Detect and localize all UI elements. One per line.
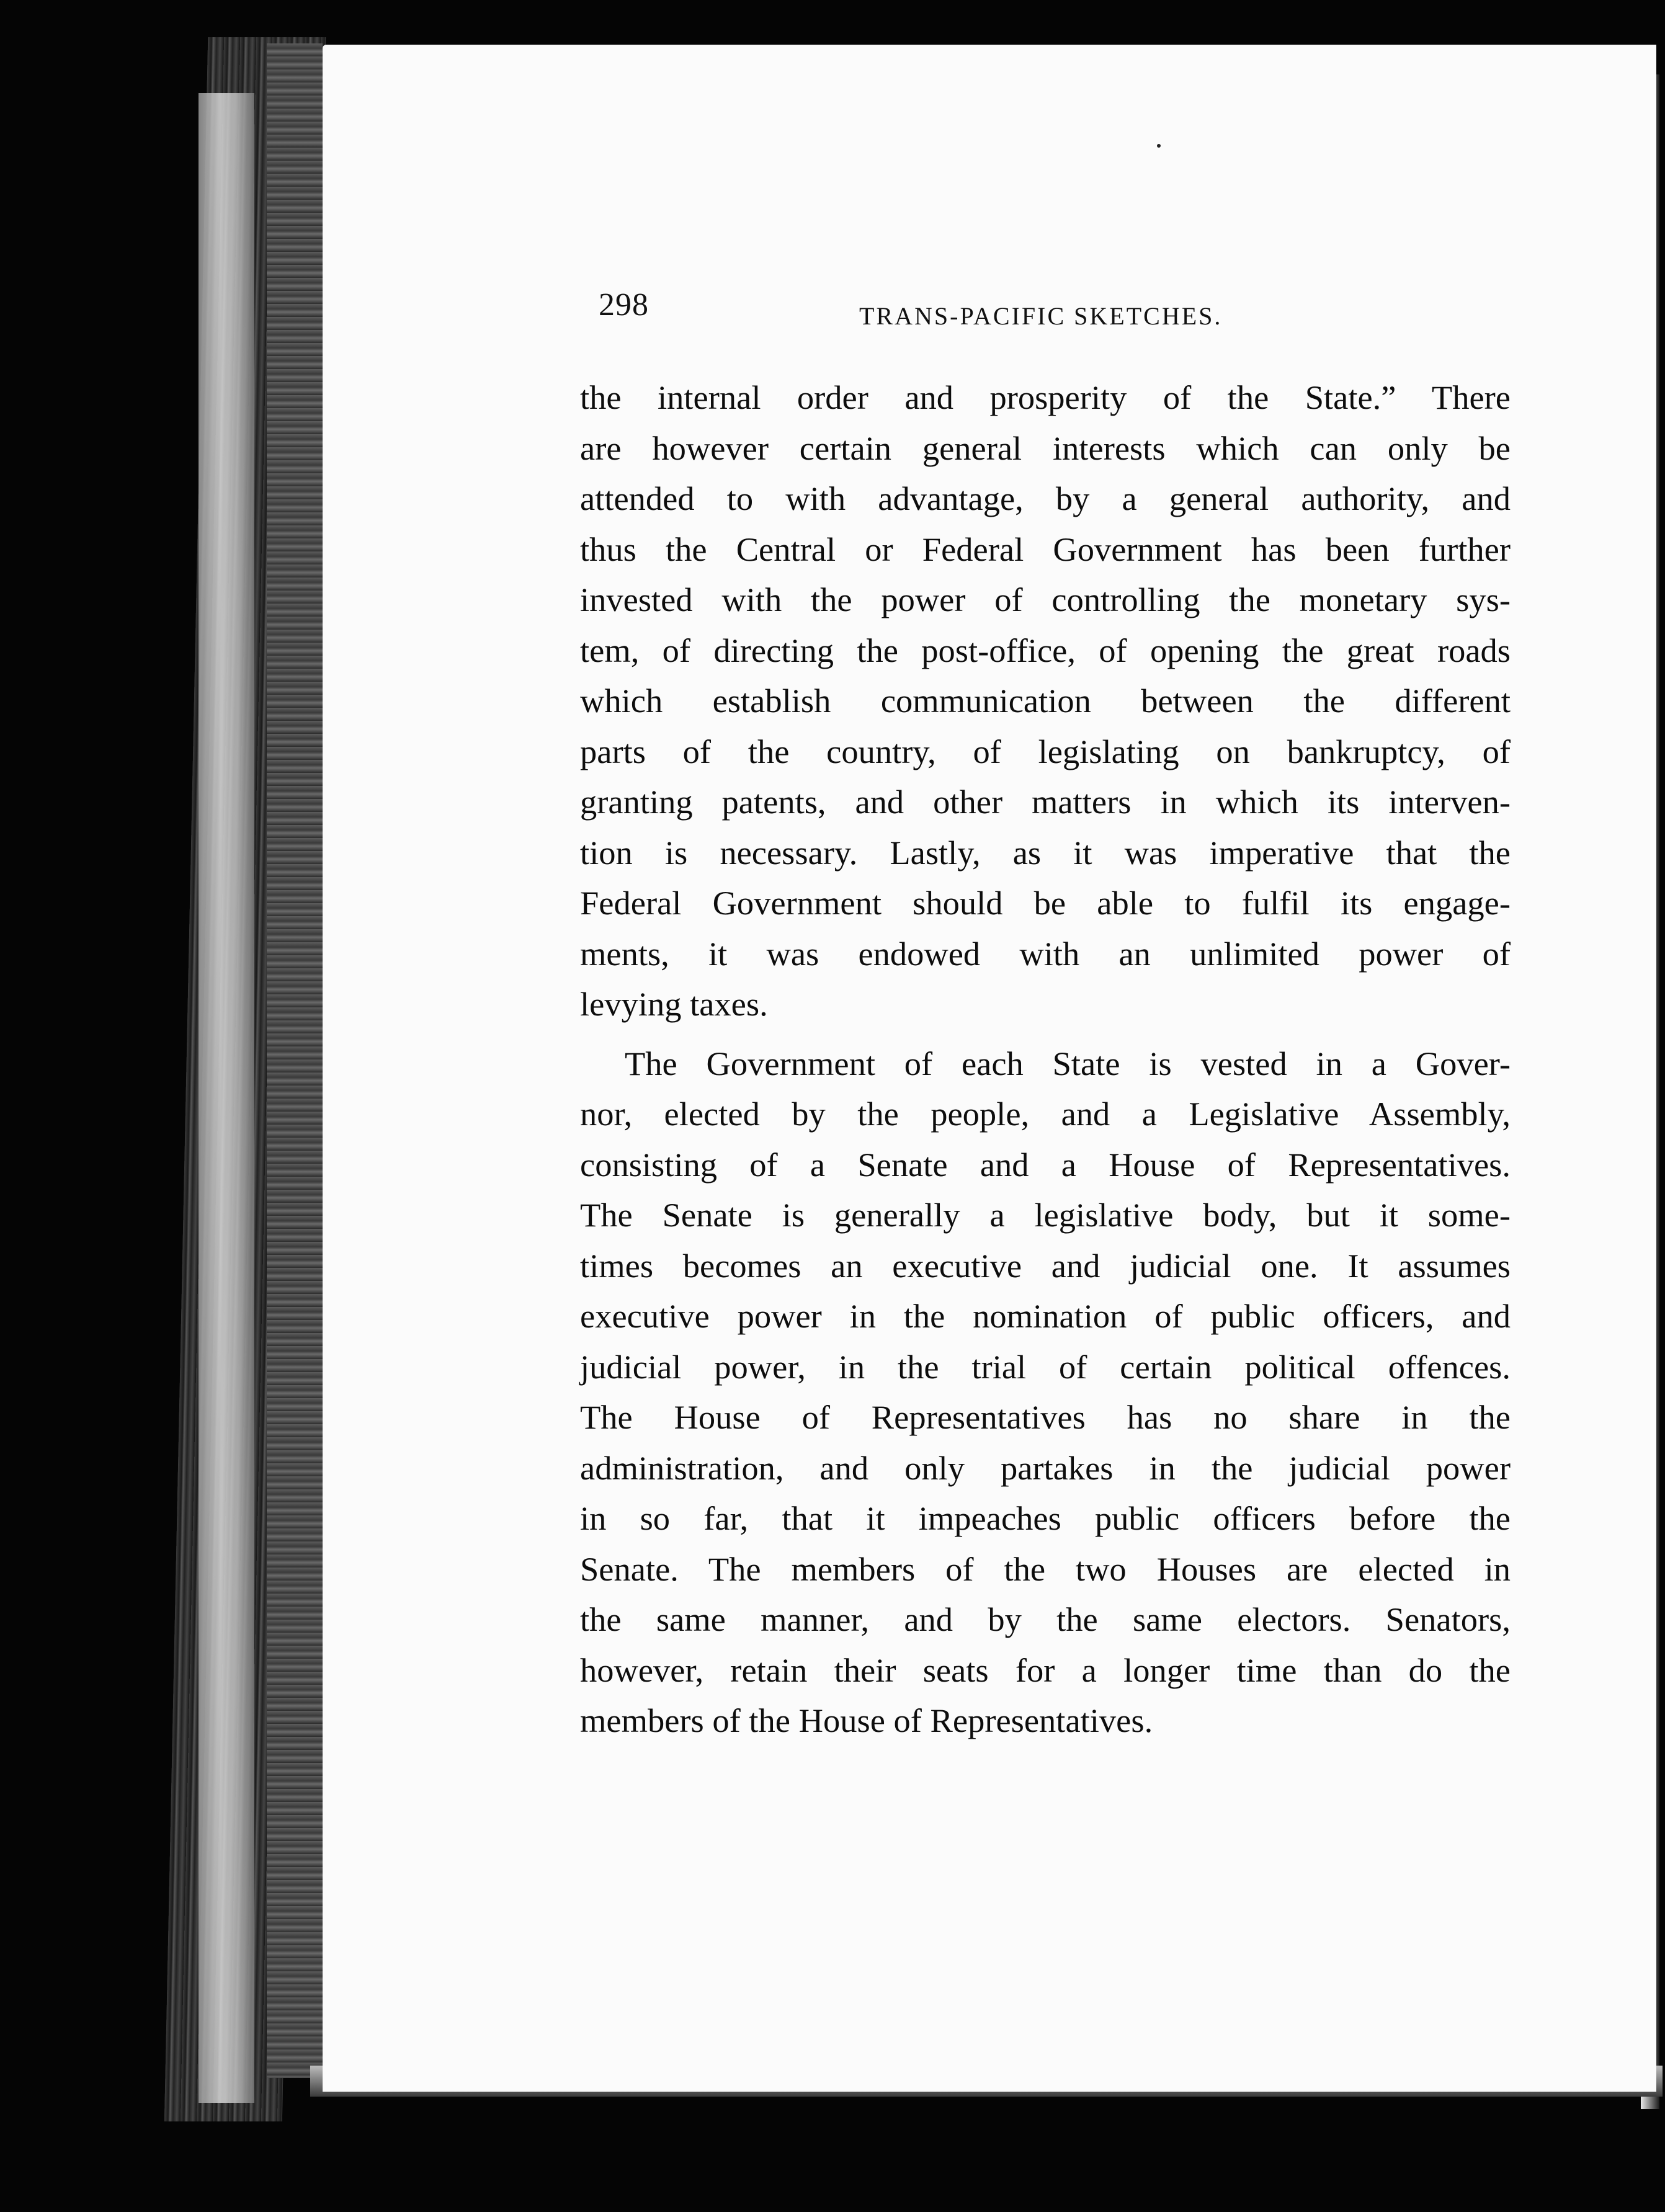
text-line: levying taxes. (580, 985, 768, 1023)
text-line: ments, it was endowed with an unlimited power of (580, 934, 1511, 973)
text-line: tem, of directing the post-office, of opening the great roads (580, 631, 1511, 669)
text-line: are however certain general interests which can only be (580, 429, 1511, 467)
text-line: attended to with advantage, by a general authority, and (580, 479, 1511, 517)
text-line: times becomes an executive and judicial one. It assumes (580, 1246, 1511, 1285)
page-header (599, 287, 1275, 336)
text-line: invested with the power of controlling the monetary sys- (580, 581, 1511, 618)
body-text (580, 372, 1511, 1746)
text-line: executive power in the nomination of public officers, and (580, 1297, 1511, 1335)
page-number: 298 (599, 287, 649, 323)
text-line: The Government of each State is vested in a Gover- (625, 1044, 1511, 1082)
paragraph-gap (580, 1030, 1511, 1038)
text-line: thus the Central or Federal Government has been further (580, 530, 1511, 568)
book-gutter (267, 43, 323, 2078)
text-line: tion is necessary. Lastly, as it was imperative that the (580, 833, 1511, 872)
text-line: consisting of a Senate and a House of Representatives. (580, 1145, 1511, 1184)
paragraph (580, 372, 1511, 1030)
text-line: The House of Representatives has no share in the (580, 1398, 1511, 1436)
text-line: judicial power, in the trial of certain political offences. (580, 1347, 1511, 1386)
text-line: parts of the country, of legislating on bankruptcy, of (580, 732, 1511, 770)
text-line: however, retain their seats for a longer time than do the (580, 1651, 1511, 1689)
paragraph (580, 1038, 1511, 1746)
paper-speck (1157, 144, 1161, 148)
text-line: Federal Government should be able to fulfil its engage- (580, 884, 1511, 922)
text-line: granting patents, and other matters in which its interven- (580, 783, 1511, 821)
text-line: members of the House of Representatives. (580, 1701, 1153, 1739)
text-line: The Senate is generally a legislative body, but it some- (580, 1196, 1511, 1234)
text-line: nor, elected by the people, and a Legislative Assembly, (580, 1095, 1511, 1133)
text-line: which establish communication between the different (580, 682, 1511, 720)
book-edge-highlight (199, 93, 254, 2103)
text-line: administration, and only partakes in the judicial power (580, 1448, 1511, 1487)
text-line: the internal order and prosperity of the State.” There (580, 378, 1511, 416)
text-line: Senate. The members of the two Houses are elected in (580, 1550, 1511, 1588)
text-line: in so far, that it impeaches public officers before the (580, 1499, 1511, 1537)
text-line: the same manner, and by the same electors. Senators, (580, 1600, 1511, 1638)
running-title: TRANS-PACIFIC SKETCHES. (859, 302, 1223, 330)
